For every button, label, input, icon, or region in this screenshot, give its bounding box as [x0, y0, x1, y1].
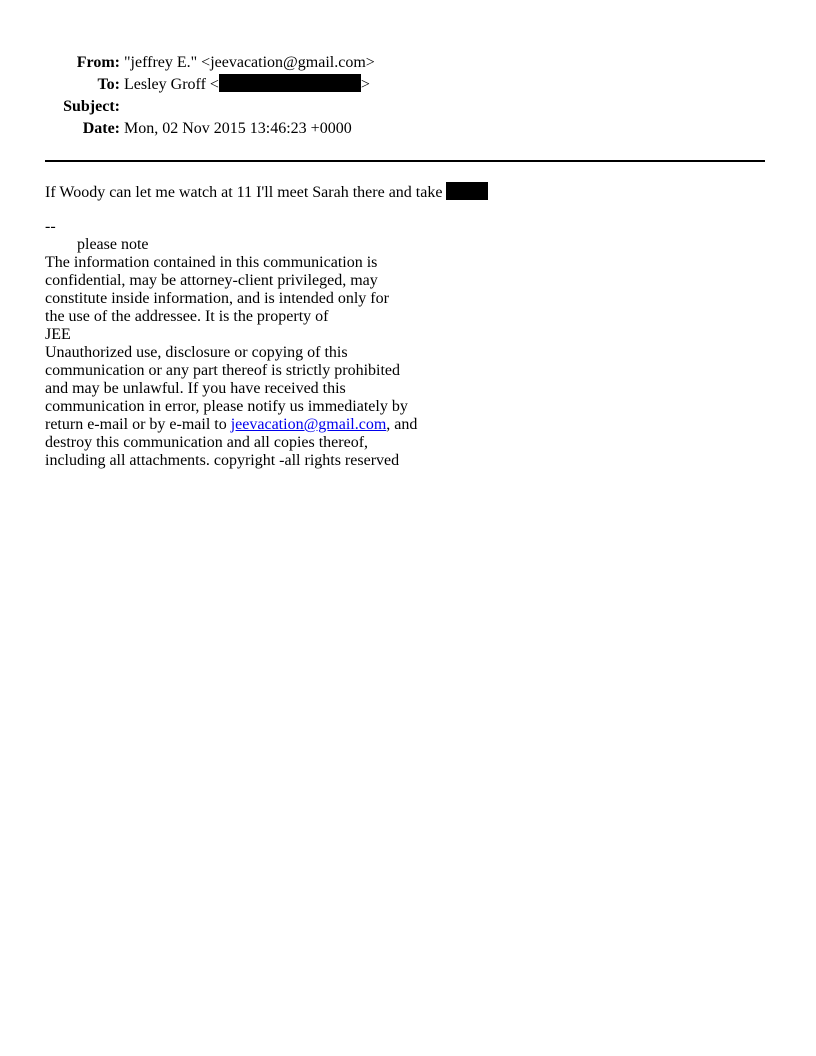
disclaimer-line: destroy this communication and all copies thereof, — [45, 434, 369, 451]
disclaimer-line: The information contained in this communication is — [45, 254, 378, 271]
return-prefix: return e-mail or by e-mail to — [45, 416, 231, 433]
to-name: Lesley Groff < — [124, 76, 219, 93]
to-label: To: — [97, 76, 120, 93]
return-suffix: , and — [386, 416, 418, 433]
to-value — [124, 74, 375, 96]
from-label: From: — [76, 54, 120, 71]
subject-label: Subject: — [63, 98, 120, 115]
date-value: Mon, 02 Nov 2015 13:46:23 +0000 — [124, 120, 352, 137]
to-close: > — [360, 76, 370, 93]
email-header — [44, 52, 375, 140]
disclaimer-line: Unauthorized use, disclosure or copying of this — [45, 344, 348, 361]
disclaimer-line: communication or any part thereof is strictly prohibited — [45, 362, 401, 379]
signature-dashes: -- — [45, 218, 56, 235]
signature-note: please note — [77, 236, 149, 253]
from-value: "jeffrey E." <jeevacation@gmail.com> — [124, 54, 375, 71]
email-link[interactable]: jeevacation@gmail.com — [230, 416, 387, 433]
to-row — [44, 74, 375, 96]
subject-row — [44, 96, 375, 118]
disclaimer-line: constitute inside information, and is intended only for — [45, 290, 389, 307]
disclaimer-line: communication in error, please notify us immediately by — [45, 398, 408, 415]
disclaimer-line: JEE — [45, 326, 71, 343]
from-row — [44, 52, 375, 74]
message-body — [45, 182, 488, 203]
date-label: Date: — [82, 120, 120, 137]
disclaimer-line: confidential, may be attorney-client privileged, may — [45, 272, 378, 289]
message-text: If Woody can let me watch at 11 I'll meet Sarah there and take — [45, 184, 447, 201]
subject-value — [124, 96, 375, 118]
disclaimer-line: the use of the addressee. It is the property of — [45, 308, 329, 325]
redaction-block — [219, 74, 361, 92]
header-divider — [45, 160, 765, 162]
disclaimer-return-line — [45, 416, 417, 434]
disclaimer-line: and may be unlawful. If you have received this — [45, 380, 346, 397]
disclaimer-line: including all attachments. copyright -all rights reserved — [45, 452, 400, 469]
signature-block — [45, 218, 417, 470]
date-row — [44, 118, 375, 140]
redaction-block — [446, 182, 488, 200]
